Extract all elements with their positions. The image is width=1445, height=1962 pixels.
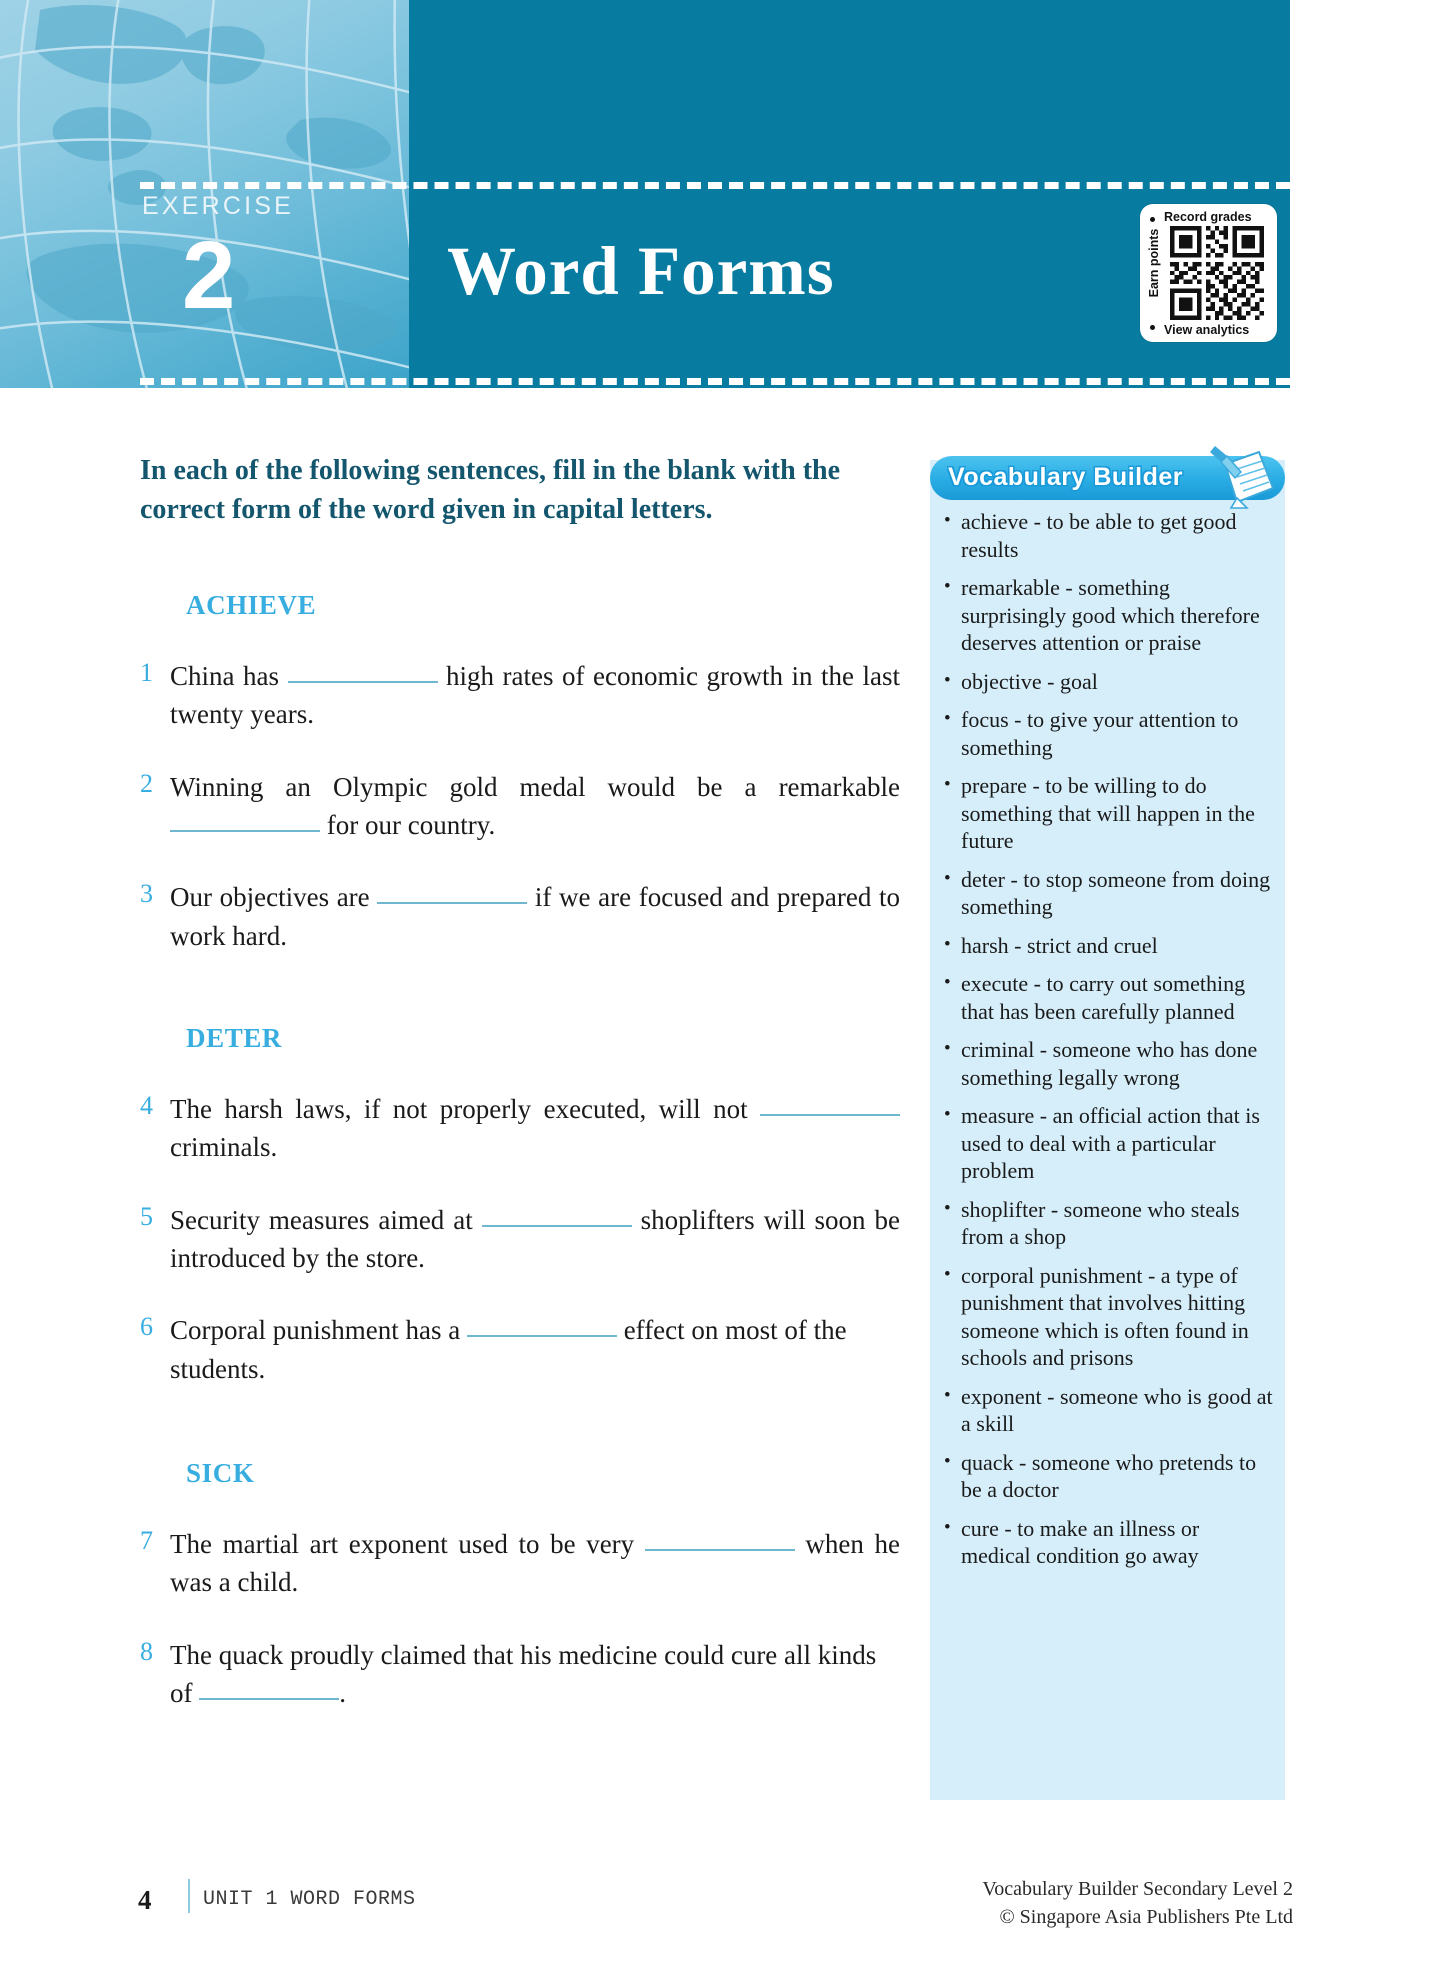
exercise-label: EXERCISE <box>142 192 295 220</box>
bullet-icon: • <box>944 669 951 691</box>
header-dashed-line-bottom <box>140 378 1290 385</box>
header-dashed-line-top <box>140 182 1290 189</box>
question-item <box>140 1525 900 1602</box>
badge-view-analytics-label: View analytics <box>1164 323 1250 337</box>
bullet-icon: • <box>944 1197 951 1219</box>
vocabulary-entry-text: execute - to carry out something that has been carefully planned <box>961 971 1246 1024</box>
footer-credit-title: Vocabulary Builder Secondary Level 2 <box>982 1878 1293 1900</box>
question-text-after: criminals. <box>170 1132 278 1163</box>
question-number: 2 <box>140 768 153 798</box>
question-number: 5 <box>140 1201 153 1231</box>
question-text <box>170 768 900 845</box>
bullet-icon: • <box>944 972 951 993</box>
bullet-icon: • <box>944 933 951 955</box>
vocabulary-entry <box>944 1262 1274 1372</box>
qr-code-badge[interactable] <box>1140 204 1277 342</box>
question-number: 4 <box>140 1090 153 1120</box>
question-text-after: shoplifters will soon be introduced by the store. <box>170 1204 900 1273</box>
bullet-icon: • <box>944 510 951 531</box>
bullet-icon: • <box>944 1516 951 1538</box>
footer-unit-label: UNIT 1 WORD FORMS <box>203 1888 416 1911</box>
answer-blank[interactable] <box>760 1114 900 1116</box>
bullet-icon: • <box>944 576 951 597</box>
vocabulary-entry-text: shoplifter - someone who steals from a shop <box>961 1196 1240 1249</box>
badge-earn-points-label: Earn points <box>1147 228 1161 298</box>
word-heading-achieve: ACHIEVE <box>186 590 317 620</box>
bullet-icon: • <box>944 1104 951 1125</box>
question-item <box>140 1201 900 1278</box>
answer-blank[interactable] <box>170 830 320 832</box>
vocabulary-entry <box>944 1036 1274 1091</box>
question-text-before: Winning an Olympic gold medal would be a remarkable <box>170 771 900 802</box>
question-number: 3 <box>140 879 153 909</box>
vocabulary-entry <box>944 706 1274 761</box>
vocabulary-entry-text: cure - to make an illness or medical condition go away <box>961 1515 1200 1568</box>
answer-blank[interactable] <box>467 1335 617 1337</box>
vocabulary-entry <box>944 932 1274 960</box>
notepad-pencil-icon <box>1207 442 1279 510</box>
vocabulary-entry <box>944 1515 1274 1570</box>
vocabulary-entry <box>944 1449 1274 1504</box>
answer-blank[interactable] <box>482 1225 632 1227</box>
answer-blank[interactable] <box>377 902 527 904</box>
question-text <box>170 1090 900 1167</box>
question-text-before: The harsh laws, if not properly executed, will not <box>170 1093 748 1124</box>
question-text <box>170 1636 900 1713</box>
badge-record-grades-label: Record grades <box>1164 210 1252 224</box>
vocabulary-entry-text: criminal - someone who has done something legally wrong <box>961 1037 1258 1090</box>
answer-blank[interactable] <box>199 1698 339 1700</box>
vocabulary-entry-text: remarkable - something surprisingly good which therefore deserves attention or praise <box>961 575 1260 655</box>
qr-code-icon <box>1166 226 1268 320</box>
vocabulary-entry <box>944 1196 1274 1251</box>
vocabulary-entry-text: harsh - strict and cruel <box>961 932 1158 958</box>
vocabulary-list <box>944 508 1274 1581</box>
vocabulary-entry-text: focus - to give your attention to something <box>961 707 1239 760</box>
word-heading-deter: DETER <box>186 1022 283 1053</box>
question-number: 1 <box>140 658 153 687</box>
page-header <box>0 0 1290 388</box>
question-item <box>140 1636 900 1713</box>
questions-area <box>140 590 900 1746</box>
question-text-before: The quack proudly claimed that his medicine could cure all kinds of <box>170 1639 877 1708</box>
question-text <box>170 1201 900 1278</box>
vocabulary-entry <box>944 970 1274 1025</box>
vocabulary-entry-text: corporal punishment - a type of punishment that involves hitting someone which is often found in schools and prisons <box>961 1262 1249 1370</box>
vocabulary-entry-text: deter - to stop someone from doing something <box>961 866 1271 919</box>
question-item <box>140 657 900 734</box>
vocabulary-entry-text: measure - an official action that is used to deal with a particular problem <box>961 1103 1260 1183</box>
question-text-before: Corporal punishment has a <box>170 1315 461 1346</box>
question-text-before: The martial art exponent used to be very <box>170 1528 635 1559</box>
vocabulary-builder-title: Vocabulary Builder <box>948 463 1183 491</box>
page-number: 4 <box>138 1885 152 1915</box>
vocabulary-entry-text: objective - goal <box>961 668 1098 694</box>
bullet-icon: • <box>944 867 951 889</box>
vocabulary-entry <box>944 1102 1274 1185</box>
vocabulary-entry <box>944 772 1274 855</box>
footer-divider <box>188 1879 190 1913</box>
vocabulary-entry-text: prepare - to be willing to do something that will happen in the future <box>961 773 1255 853</box>
question-item <box>140 878 900 955</box>
vocabulary-builder-panel <box>930 460 1285 1800</box>
question-text-after: when he was a child. <box>170 1528 901 1598</box>
question-number: 6 <box>140 1312 153 1342</box>
question-item <box>140 1311 900 1388</box>
question-number: 7 <box>140 1525 153 1555</box>
bullet-icon <box>1150 217 1155 222</box>
question-text-after: . <box>339 1677 346 1708</box>
vocabulary-entry <box>944 574 1274 657</box>
vocabulary-entry <box>944 668 1274 696</box>
question-text-before: China has <box>170 661 279 691</box>
answer-blank[interactable] <box>645 1549 795 1551</box>
question-item <box>140 1090 900 1167</box>
question-text-before: Our objectives are <box>170 882 370 913</box>
vocabulary-entry-text: quack - someone who pretends to be a doctor <box>961 1449 1257 1502</box>
bullet-icon: • <box>944 1450 951 1472</box>
question-item <box>140 768 900 845</box>
bullet-icon: • <box>944 1038 951 1059</box>
question-text-after: effect on most of the students. <box>170 1315 847 1384</box>
question-text <box>170 1311 900 1388</box>
bullet-icon: • <box>944 1263 951 1285</box>
vocabulary-entry-text: achieve - to be able to get good results <box>961 509 1237 562</box>
answer-blank[interactable] <box>288 681 438 683</box>
vocabulary-entry <box>944 1383 1274 1438</box>
instruction-text: In each of the following sentences, fill in the blank with the correct form of the word given in capital letters. <box>140 455 841 525</box>
page-title: Word Forms <box>447 233 835 309</box>
bullet-icon: • <box>944 1384 951 1406</box>
word-heading-sick: SICK <box>186 1457 255 1488</box>
question-number: 8 <box>140 1636 153 1666</box>
question-text <box>170 1525 900 1602</box>
bullet-icon: • <box>944 708 951 729</box>
footer-copyright: © Singapore Asia Publishers Pte Ltd <box>999 1906 1293 1929</box>
bullet-icon <box>1150 325 1155 330</box>
vocabulary-entry-text: exponent - someone who is good at a skill <box>961 1383 1273 1436</box>
vocabulary-entry <box>944 508 1274 563</box>
footer-credits <box>982 1875 1293 1932</box>
question-text-after: if we are focused and prepared to work hard. <box>170 882 900 951</box>
question-text <box>170 878 900 955</box>
question-text-before: Security measures aimed at <box>170 1204 473 1235</box>
question-text-after: for our country. <box>326 809 496 840</box>
vocabulary-entry <box>944 866 1274 921</box>
question-text <box>170 657 900 734</box>
bullet-icon: • <box>944 774 951 795</box>
question-text-after: high rates of economic growth in the last twenty years. <box>170 661 900 730</box>
exercise-number: 2 <box>182 222 236 329</box>
